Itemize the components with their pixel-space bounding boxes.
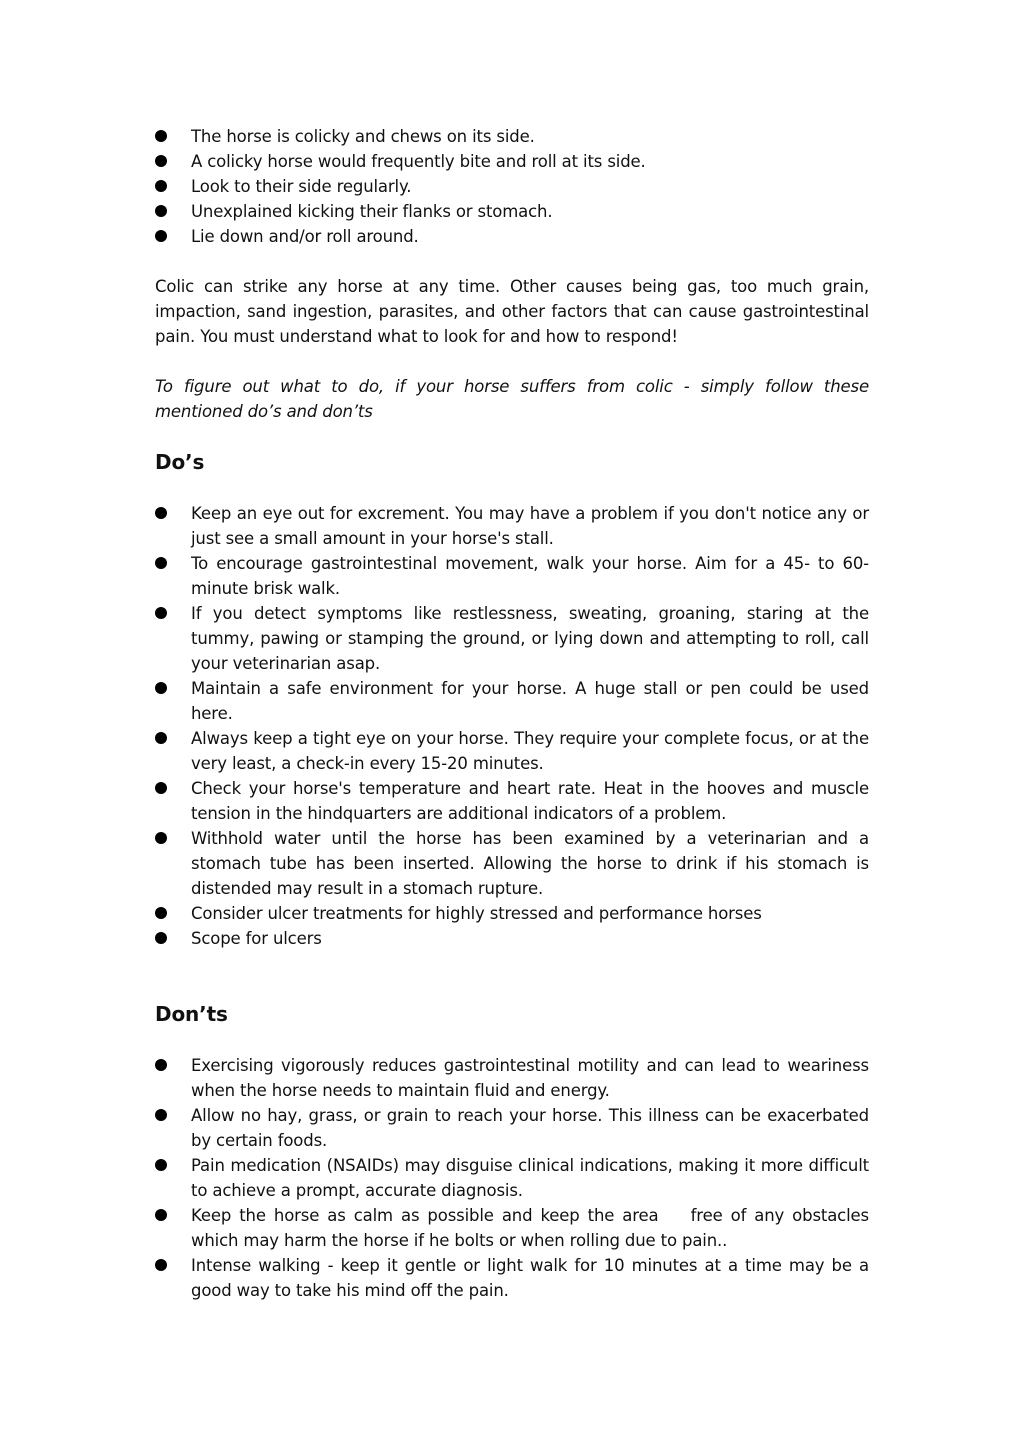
- list-item: [155, 501, 869, 551]
- list-item-text: Maintain a safe environment for your horse. A huge stall or pen could be used here.: [191, 679, 869, 723]
- bullet-icon: [155, 1109, 167, 1121]
- list-item-text: Keep an eye out for excrement. You may have a problem if you don't notice any or just see a small amount in your horse's stall.: [191, 504, 869, 548]
- list-item: [155, 926, 869, 951]
- list-item-text: Check your horse's temperature and heart rate. Heat in the hooves and muscle tension in the hindquarters are additional indicators of a problem.: [191, 779, 869, 823]
- donts-list: [155, 1053, 875, 1303]
- bullet-icon: [155, 155, 167, 167]
- colic-signs-list: [155, 124, 869, 249]
- list-item: [155, 601, 869, 676]
- list-item: [155, 726, 869, 776]
- bullet-icon: [155, 1159, 167, 1171]
- list-item-text: Scope for ulcers: [191, 929, 322, 948]
- bullet-icon: [155, 1209, 167, 1221]
- list-item: [155, 199, 869, 224]
- colic-causes-paragraph: Colic can strike any horse at any time. Other causes being gas, too much grain, impaction, sand ingestion, parasites, and other factors that can cause gastrointestinal pain. You must understand what to look for and how to respond!: [155, 277, 869, 346]
- list-item-text: The horse is colicky and chews on its side.: [191, 127, 535, 146]
- bullet-icon: [155, 832, 167, 844]
- list-item: [155, 826, 869, 901]
- list-item: [155, 1103, 869, 1153]
- list-item-text: Always keep a tight eye on your horse. They require your complete focus, or at the very least, a check-in every 15-20 minutes.: [191, 729, 869, 773]
- list-item: [155, 1153, 869, 1203]
- bullet-icon: [155, 205, 167, 217]
- bullet-icon: [155, 1259, 167, 1271]
- list-item: [155, 1203, 875, 1253]
- list-item: [155, 901, 869, 926]
- list-item-text: To encourage gastrointestinal movement, walk your horse. Aim for a 45- to 60-minute brisk walk.: [191, 554, 869, 598]
- list-item-text: Allow no hay, grass, or grain to reach your horse. This illness can be exacerbated by certain foods.: [191, 1106, 869, 1150]
- bullet-icon: [155, 732, 167, 744]
- list-item: [155, 124, 869, 149]
- donts-heading: Don’ts: [155, 1002, 228, 1026]
- bullet-icon: [155, 180, 167, 192]
- bullet-icon: [155, 932, 167, 944]
- list-item-text: If you detect symptoms like restlessness, sweating, groaning, staring at the tummy, pawing or stamping the ground, or lying down and attempting to roll, call your veterinarian asap.: [191, 604, 869, 673]
- bullet-icon: [155, 607, 167, 619]
- list-item-text: Withhold water until the horse has been examined by a veterinarian and a stomach tube has been inserted. Allowing the horse to drink if his stomach is distended may result in a stomach rupture.: [191, 829, 869, 898]
- instruction-note: To figure out what to do, if your horse suffers from colic - simply follow these mentioned do’s and don’ts: [155, 377, 869, 421]
- bullet-icon: [155, 1059, 167, 1071]
- list-item: [155, 149, 869, 174]
- dos-list: [155, 501, 869, 951]
- bullet-icon: [155, 230, 167, 242]
- bullet-icon: [155, 907, 167, 919]
- list-item-text: Intense walking - keep it gentle or light walk for 10 minutes at a time may be a good way to take his mind off the pain.: [191, 1256, 869, 1300]
- list-item: [155, 676, 869, 726]
- list-item: [155, 1053, 869, 1103]
- document-page: [155, 124, 875, 1303]
- bullet-icon: [155, 557, 167, 569]
- list-item-text: Exercising vigorously reduces gastrointestinal motility and can lead to weariness when the horse needs to maintain fluid and energy.: [191, 1056, 869, 1100]
- list-item-text: Look to their side regularly.: [191, 177, 412, 196]
- list-item-text: Keep the horse as calm as possible and keep the area free of any obstacles which may harm the horse if he bolts or when rolling due to pain..: [191, 1206, 875, 1250]
- list-item-text: Unexplained kicking their flanks or stomach.: [191, 202, 553, 221]
- dos-heading: Do’s: [155, 450, 205, 474]
- bullet-icon: [155, 507, 167, 519]
- list-item: [155, 224, 869, 249]
- list-item-text: A colicky horse would frequently bite and roll at its side.: [191, 152, 646, 171]
- bullet-icon: [155, 130, 167, 142]
- list-item: [155, 174, 869, 199]
- bullet-icon: [155, 682, 167, 694]
- list-item-text: Lie down and/or roll around.: [191, 227, 419, 246]
- list-item-text: Pain medication (NSAIDs) may disguise clinical indications, making it more difficult to achieve a prompt, accurate diagnosis.: [191, 1156, 869, 1200]
- list-item: [155, 776, 869, 826]
- bullet-icon: [155, 782, 167, 794]
- list-item: [155, 1253, 869, 1303]
- list-item: [155, 551, 869, 601]
- list-item-text: Consider ulcer treatments for highly stressed and performance horses: [191, 904, 762, 923]
